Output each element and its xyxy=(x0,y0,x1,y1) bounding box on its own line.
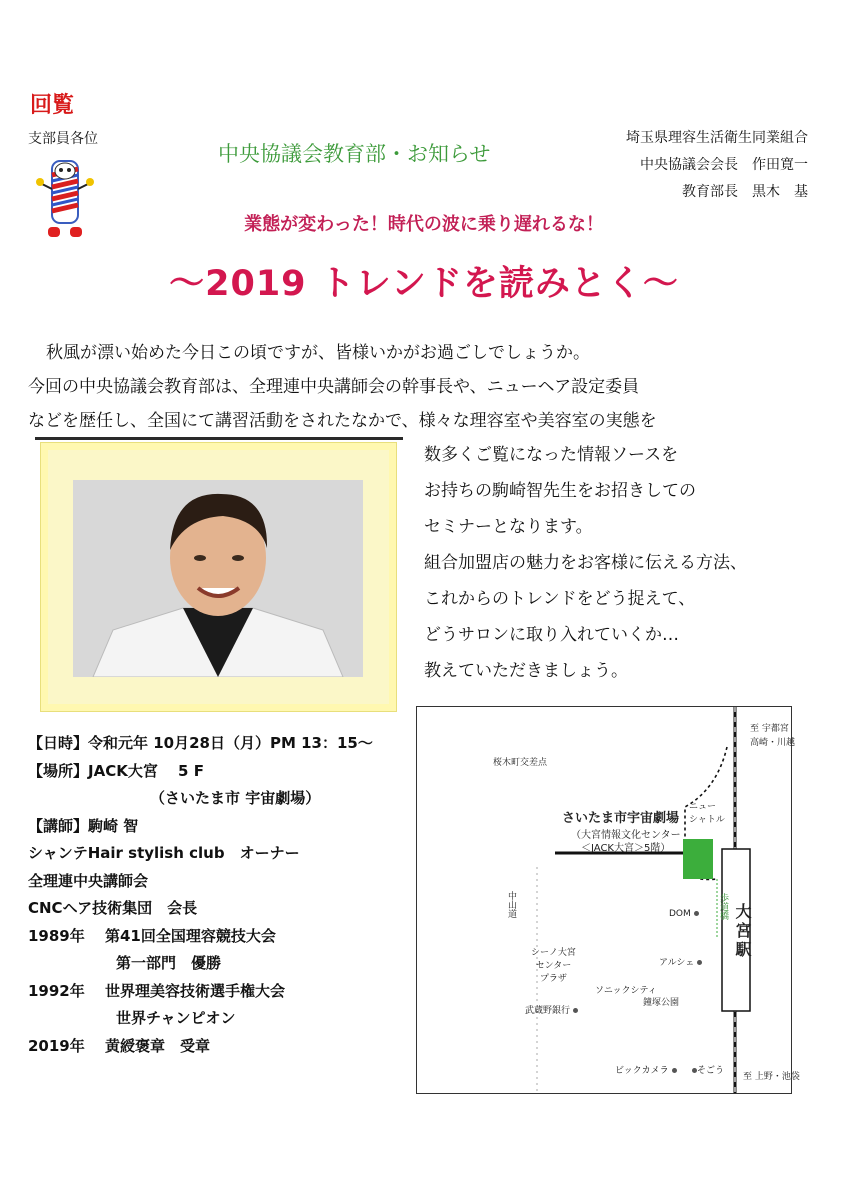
intro-cont-line-1: 数多くご覧になった情報ソースを xyxy=(424,445,679,465)
divider-line xyxy=(35,437,403,440)
info-1989-award: 第一部門 優勝 xyxy=(116,954,222,972)
event-info xyxy=(28,730,373,1060)
intro-continued xyxy=(424,437,747,689)
map-label-takasaki: 高崎・川越 xyxy=(750,738,796,748)
map-label-bic-camera: ビックカメラ xyxy=(615,1063,677,1076)
speaker-photo xyxy=(73,480,363,677)
kairan-label: 回覧 xyxy=(30,93,75,118)
map-label-sonic-city: ソニックシティ xyxy=(595,986,657,996)
info-lecturer: 【講師】駒崎 智 xyxy=(28,816,139,835)
map-label-nakasendo: 中山道 xyxy=(506,891,516,918)
speaker-portrait-icon xyxy=(73,480,363,677)
map-label-musashino-bank: 武蔵野銀行 xyxy=(525,1003,578,1016)
intro-cont-line-2: お持ちの駒崎智先生をお招きしての xyxy=(424,481,696,501)
map-label-venue-sub2: ＜JACK大宮＞5階） xyxy=(581,843,671,854)
map-label-sea-mall: シーノ大宮 センター プラザ xyxy=(531,948,576,984)
map-label-utsunomiya: 至 宇都宮 xyxy=(750,724,789,734)
access-map xyxy=(416,706,800,1094)
info-1992-award: 世界チャンピオン xyxy=(116,1009,236,1027)
info-1989: 1989年 第41回全国理容競技大会 xyxy=(28,926,276,945)
map-label-venue: さいたま市宇宙劇場 xyxy=(562,811,680,826)
org-line-1: 埼玉県理容生活衛生同業組合 xyxy=(626,130,808,146)
map-label-walkway: 歩道橋 xyxy=(718,893,728,920)
intro-paragraph xyxy=(28,336,657,438)
map-label-sakuragicho: 桜木町交差点 xyxy=(493,758,548,768)
map-label-station: 大宮駅 xyxy=(733,903,752,960)
map-label-ueno: 至 上野・池袋 xyxy=(743,1072,800,1082)
info-association: 全理連中央講師会 xyxy=(28,871,149,890)
speaker-photo-frame xyxy=(40,442,397,712)
intro-cont-line-4: 組合加盟店の魅力をお客様に伝える方法、 xyxy=(424,553,747,573)
org-line-3: 教育部長 黒木 基 xyxy=(682,184,808,200)
main-title: ～2019 トレンドを読みとく～ xyxy=(169,264,679,304)
info-2019: 2019年 黄綬褒章 受章 xyxy=(28,1036,210,1055)
info-place-detail: （さいたま市 宇宙劇場） xyxy=(150,789,321,807)
map-label-park: 鐘塚公園 xyxy=(643,998,680,1008)
map-label-sogo: そごう xyxy=(689,1063,724,1076)
intro-cont-line-6: どうサロンに取り入れていくか… xyxy=(424,625,679,645)
intro-cont-line-3: セミナーとなります。 xyxy=(424,517,593,537)
intro-line-1: 秋風が漂い始めた今日この頃ですが、皆様いかがお過ごしでしょうか。 xyxy=(46,343,590,363)
map-label-dom: DOM xyxy=(669,909,699,919)
map-label-venue-sub1: （大宮情報文化センター xyxy=(571,830,681,841)
recipients-label: 支部員各位 xyxy=(28,131,98,147)
map-drawing xyxy=(417,707,791,1093)
organization-block xyxy=(626,125,808,206)
map-label-new-shuttle: ニュー シャトル xyxy=(689,802,725,825)
org-line-2: 中央協議会会長 作田寛一 xyxy=(640,157,808,173)
info-1992: 1992年 世界理美容技術選手権大会 xyxy=(28,981,285,1000)
map-label-arche: アルシェ xyxy=(659,955,702,968)
intro-line-3: などを歴任し、全国にて講習活動をされたなかで、様々な理容室や美容室の実態を xyxy=(28,411,657,431)
info-group: CNCヘア技術集団 会長 xyxy=(28,899,198,917)
info-place: 【場所】JACK大宮 5 F xyxy=(28,761,204,780)
intro-cont-line-5: これからのトレンドをどう捉えて、 xyxy=(424,589,696,609)
intro-cont-line-7: 教えていただきましょう。 xyxy=(424,661,628,681)
intro-line-2: 今回の中央協議会教育部は、全理連中央講師会の幹事長や、ニューヘア設定委員 xyxy=(28,377,640,397)
info-datetime: 【日時】令和元年 10月28日（月）PM 13：15〜 xyxy=(28,734,373,752)
notice-title: 中央協議会教育部・お知らせ xyxy=(218,142,491,166)
info-salon: シャンテHair stylish club オーナー xyxy=(28,844,300,862)
slogan: 業態が変わった！時代の波に乗り遅れるな！ xyxy=(244,214,604,235)
